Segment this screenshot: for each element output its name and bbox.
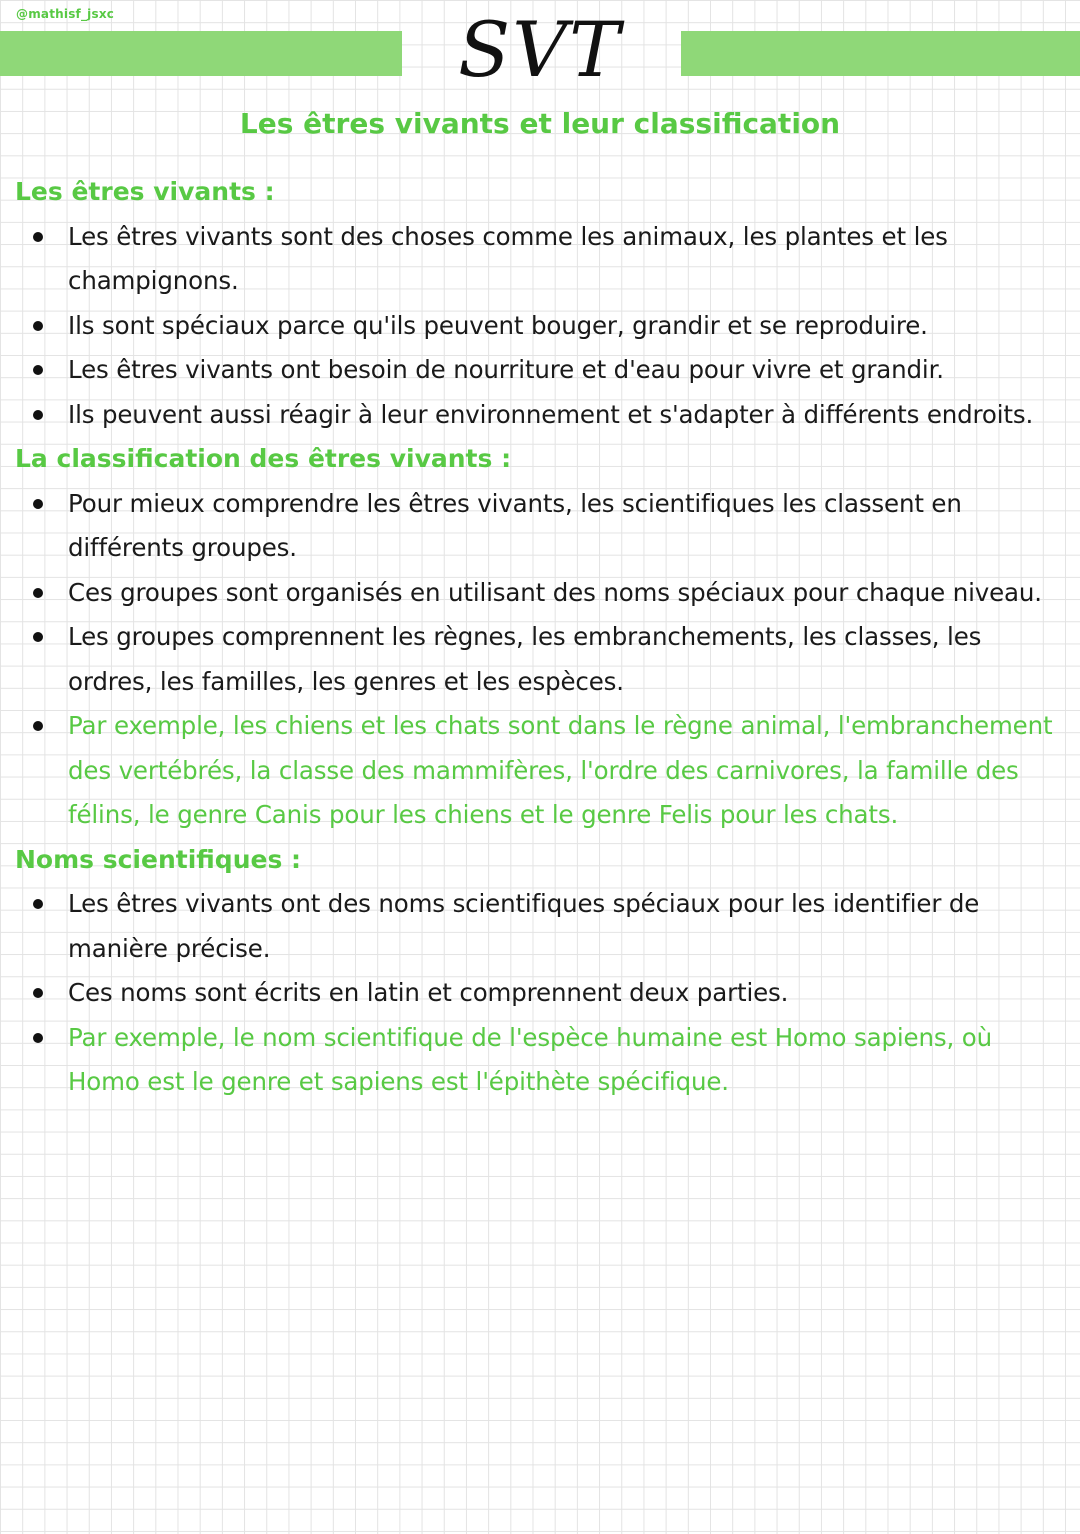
- bullet-item: Les groupes comprennent les règnes, les embranchements, les classes, les ordres, les familles, les genres et les espèces.: [15, 615, 1065, 704]
- bullet-list: [15, 882, 1065, 1105]
- bullet-item: Ces groupes sont organisés en utilisant des noms spéciaux pour chaque niveau.: [15, 571, 1065, 616]
- section-classification: [15, 437, 1065, 838]
- section-heading: Les êtres vivants :: [15, 177, 275, 206]
- section-heading: La classification des êtres vivants :: [15, 444, 512, 473]
- section-heading: Noms scientifiques :: [15, 844, 302, 874]
- bullet-item: Ces noms sont écrits en latin et comprennent deux parties.: [15, 971, 1065, 1016]
- bullet-list: [15, 215, 1065, 438]
- notes-body: [15, 170, 1065, 1105]
- bullet-item: Les êtres vivants ont des noms scientifiques spéciaux pour les identifier de manière précise.: [15, 882, 1065, 971]
- bullet-item: Les êtres vivants ont besoin de nourriture et d'eau pour vivre et grandir.: [15, 348, 1065, 393]
- example-bullet-item: Par exemple, le nom scientifique de l'espèce humaine est Homo sapiens, où Homo est le genre et sapiens est l'épithète spécifique.: [15, 1016, 1065, 1105]
- section-living-beings: [15, 170, 1065, 437]
- bullet-item: Ils peuvent aussi réagir à leur environnement et s'adapter à différents endroits.: [15, 393, 1065, 438]
- bullet-item: Les êtres vivants sont des choses comme les animaux, les plantes et les champignons.: [15, 215, 1065, 304]
- bullet-item: Ils sont spéciaux parce qu'ils peuvent bouger, grandir et se reproduire.: [15, 304, 1065, 349]
- bullet-item: Pour mieux comprendre les êtres vivants, les scientifiques les classent en différents groupes.: [15, 482, 1065, 571]
- author-watermark: @mathisf_jsxc: [16, 7, 115, 21]
- example-bullet-item: Par exemple, les chiens et les chats sont dans le règne animal, l'embranchement des vertébrés, la classe des mammifères, l'ordre des carnivores, la famille des félins, le genre Canis pour les chiens et le genre Felis pour les chats.: [15, 704, 1065, 838]
- page-subtitle: Les êtres vivants et leur classification: [239, 107, 841, 140]
- page-title: SVT: [458, 5, 622, 94]
- bullet-list: [15, 482, 1065, 838]
- section-scientific-names: [15, 838, 1065, 1105]
